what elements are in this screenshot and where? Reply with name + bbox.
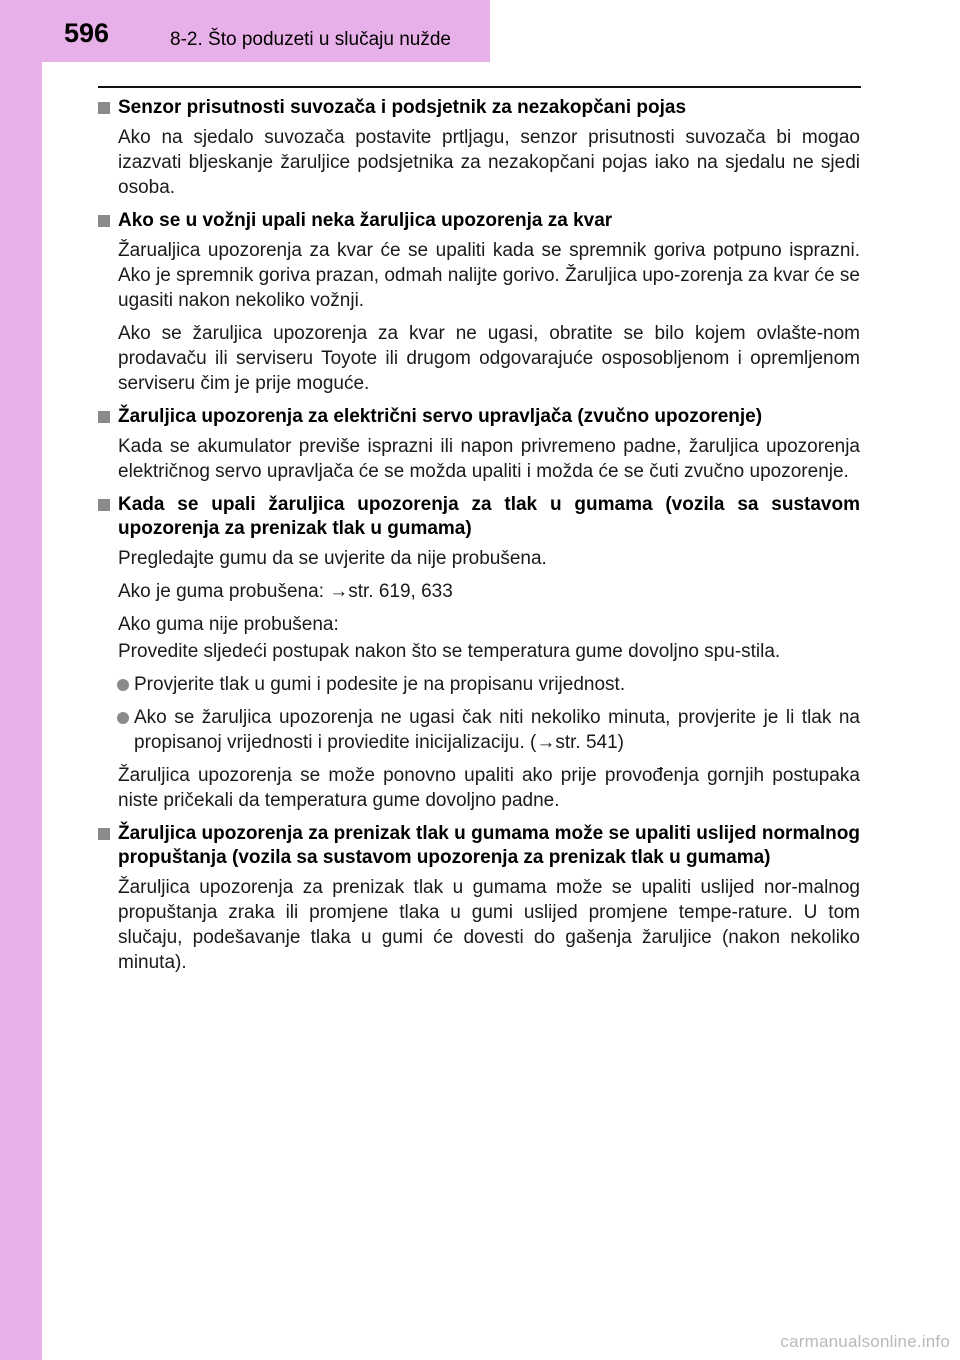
section-power-steering (98, 405, 860, 484)
round-bullet-icon (117, 712, 129, 724)
square-bullet-icon (98, 499, 110, 511)
section-heading: Žaruljica upozorenja za električni servo upravljača (zvučno upozorenje) (98, 405, 860, 429)
side-color-bar (0, 0, 42, 1360)
section-heading: Žaruljica upozorenja za prenizak tlak u gumama može se upaliti uslijed normalnog propuštanja (vozila sa sustavom upozorenja za prenizak tlak u gumama) (98, 822, 860, 870)
section-normal-leakage (98, 822, 860, 975)
page-content (98, 96, 860, 984)
paragraph: Kada se akumulator previše isprazni ili napon privremeno padne, žaruljica upozorenja električnog servo upravljača će se možda upaliti i možda će se čuti zvučno upozorenje. (118, 436, 860, 482)
paragraph: Žaruljica upozorenja se može ponovno upaliti ako prije provođenja gornjih postupaka niste pričekali da temperatura gume dovoljno padne. (118, 765, 860, 811)
list-item: Provjerite tlak u gumi i podesite je na propisanu vrijednost. (98, 672, 860, 697)
chapter-title: 8-2. Što poduzeti u slučaju nužde (170, 29, 451, 50)
watermark: carmanualsonline.info (780, 1332, 950, 1351)
section-heading: Senzor prisutnosti suvozača i podsjetnik za nezakopčani pojas (98, 96, 860, 120)
square-bullet-icon (98, 828, 110, 840)
page-number: 596 (64, 18, 110, 48)
paragraph-page-reference: Ako je guma probušena: →str. 619, 633 (118, 581, 453, 602)
square-bullet-icon (98, 411, 110, 423)
list-item: Ako se žaruljica upozorenja ne ugasi čak niti nekoliko minuta, provjerite je li tlak na propisanoj vrijednosti i proviedite inicijalizaciju. (→str. 541) (98, 705, 860, 755)
section-heading: Kada se upali žaruljica upozorenja za tlak u gumama (vozila sa sustavom upozorenja za prenizak tlak u gumama) (98, 493, 860, 541)
paragraph: Provedite sljedeći postupak nakon što se temperatura gume dovoljno spu-stila. (118, 641, 781, 662)
paragraph: Žaruljica upozorenja za prenizak tlak u gumama može se upaliti uslijed nor-malnog propuštanja zraka ili promjene tlaka u gumi uslijed promjene tempe-rature. U tom slučaju, podešavanje tlaka u gumi će dovesti do gašenja žaruljice (nakon nekoliko minuta). (118, 877, 860, 973)
section-malfunction-light (98, 209, 860, 396)
paragraph: Žarualjica upozorenja za kvar će se upaliti kada se spremnik goriva potpuno isprazni. Ako je spremnik goriva prazan, odmah nalijte gorivo. Žaruljica upo-zorenja za kvar će se ugasiti nakon nekoliko vožnji. (118, 240, 860, 311)
section-tire-pressure-light (98, 493, 860, 813)
square-bullet-icon (98, 102, 110, 114)
section-heading: Ako se u vožnji upali neka žaruljica upozorenja za kvar (98, 209, 860, 233)
square-bullet-icon (98, 215, 110, 227)
paragraph: Ako guma nije probušena: (118, 614, 339, 635)
paragraph: Ako na sjedalo suvozača postavite prtljagu, senzor prisutnosti suvozača bi mogao izazvati bljeskanje žaruljice podsjetnika za nezakopčani pojas iako na sjedalu ne sjedi osoba. (118, 127, 860, 198)
header-rule (98, 86, 861, 88)
paragraph: Pregledajte gumu da se uvjerite da nije probušena. (118, 548, 547, 569)
section-passenger-sensor (98, 96, 860, 200)
paragraph: Ako se žaruljica upozorenja za kvar ne ugasi, obratite se bilo kojem ovlašte-nom prodavaču ili serviseru Toyote ili drugom odgovarajuće osposobljenom i opremljenom serviseru čim je prije moguće. (118, 323, 860, 394)
round-bullet-icon (117, 679, 129, 691)
